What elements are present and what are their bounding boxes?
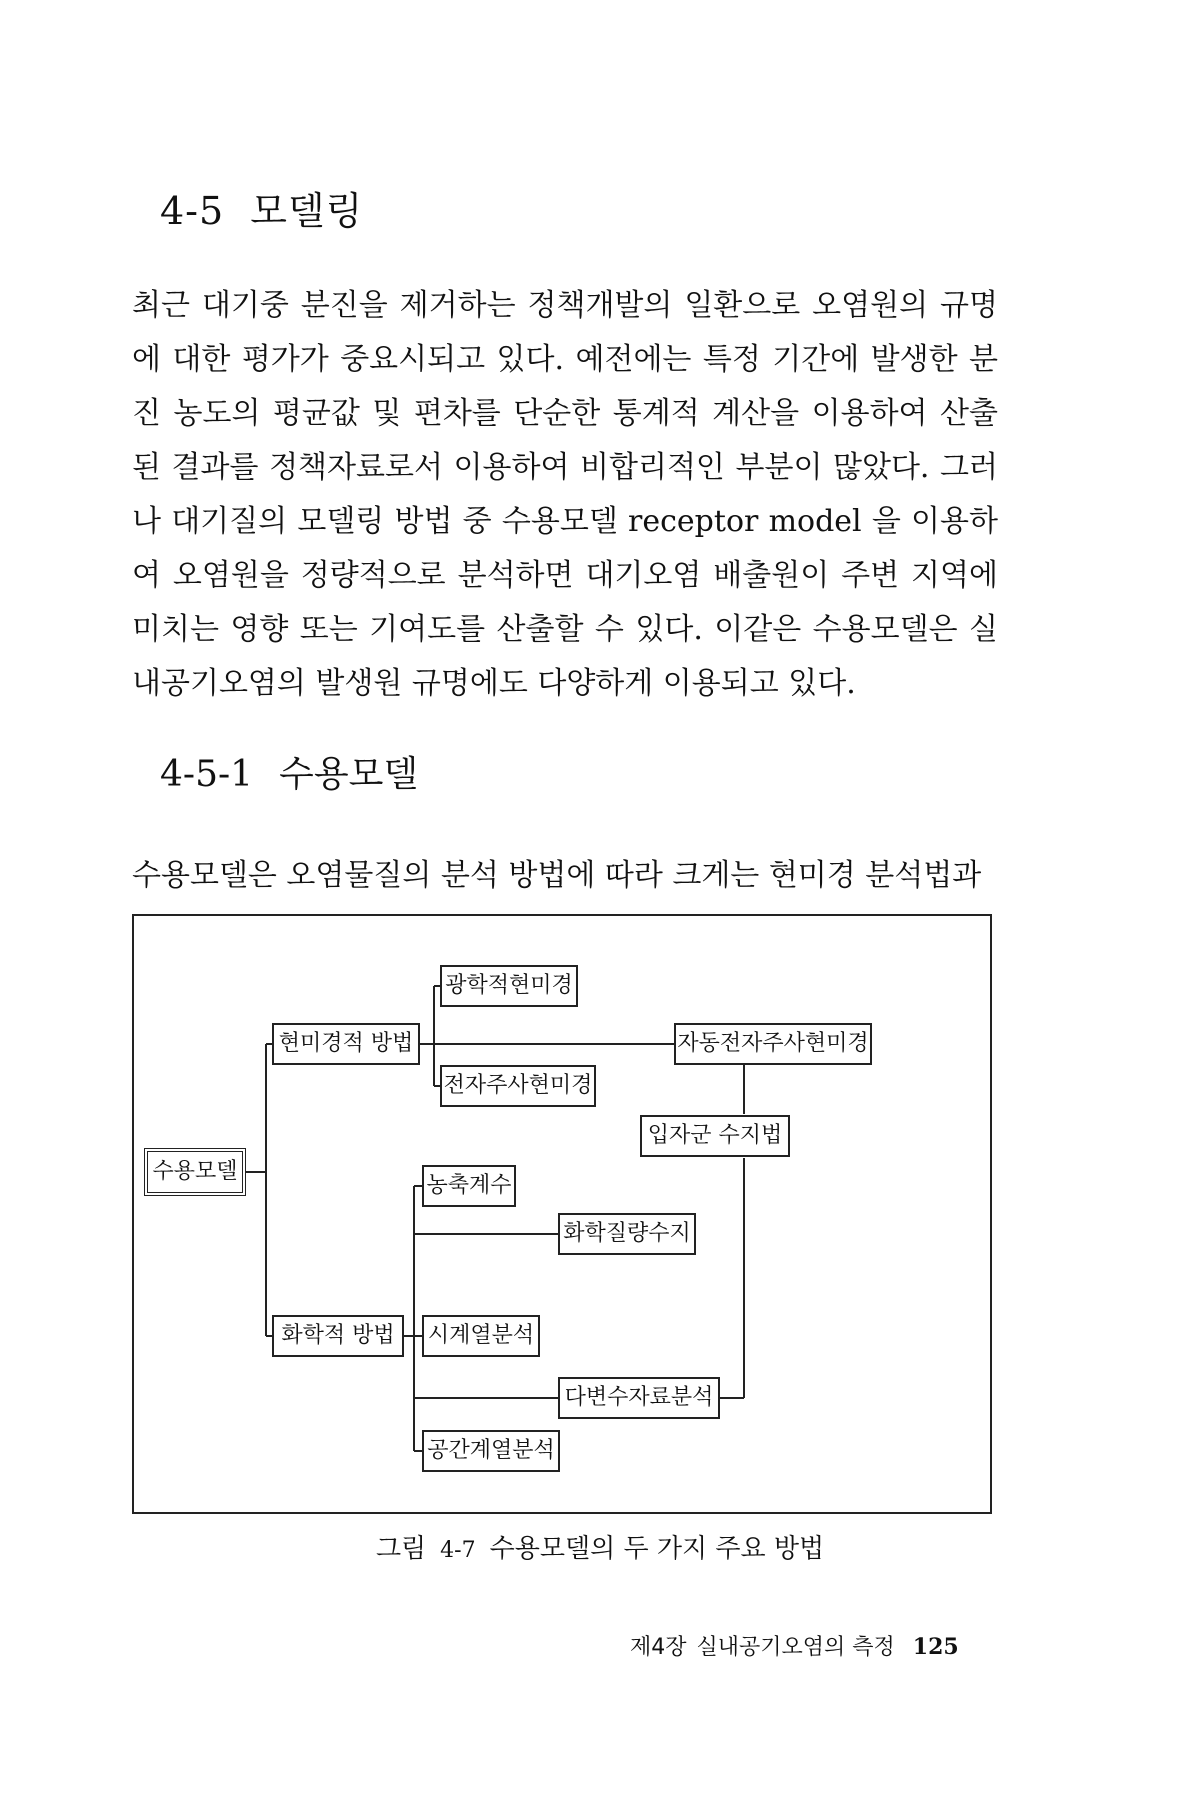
- page-number: 125: [912, 1634, 959, 1660]
- node-sem: 전자주사현미경: [440, 1065, 596, 1107]
- body-paragraph-2: 수용모델은 오염물질의 분석 방법에 따라 크게는 현미경 분석법과: [132, 858, 982, 893]
- caption-number: 4-7: [440, 1538, 476, 1563]
- section-heading: [160, 180, 363, 235]
- subsection-title: 수용모델: [279, 754, 419, 795]
- subsection-number: 4-5-1: [160, 754, 254, 795]
- node-multivariate: 다변수자료분석: [558, 1377, 720, 1419]
- section-title: 모델링: [250, 189, 364, 233]
- subsection-heading: [160, 746, 418, 797]
- body-paragraph-1: 최근 대기중 분진을 제거하는 정책개발의 일환으로 오염원의 규명에 대한 평가가 중요시되고 있다. 예전에는 특정 기간에 발생한 분진 농도의 평균값 및 편차를 단순한 통계적 계산을 이용하여 산출된 결과를 정책자료로서 이용하여 비합리적인 부분이 많았다. 그러나 대기질의 모델링 방법 중 수용모델 receptor model 을 이용하여 오염원을 정량적으로 분석하면 대기오염 배출원이 주변 지역에 미치는 영향 또는 기여도를 산출할 수 있다. 이같은 수용모델은 실내공기오염의 발생원 규명에도 다양하게 이용되고 있다.: [132, 288, 998, 701]
- footer-title: 실내공기오염의 측정: [696, 1635, 895, 1660]
- figure-caption: [0, 1528, 1200, 1565]
- node-microscopic-method: 현미경적 방법: [272, 1023, 420, 1065]
- node-time-series: 시계열분석: [422, 1315, 540, 1357]
- node-receptor-model: 수용모델: [144, 1148, 246, 1196]
- footer-chapter: 제4장: [630, 1635, 687, 1660]
- node-cmb: 화학질량수지: [558, 1213, 696, 1255]
- caption-text: 수용모델의 두 가지 주요 방법: [489, 1534, 825, 1564]
- node-enrichment-factor: 농축계수: [422, 1165, 516, 1207]
- node-auto-sem: 자동전자주사현미경: [674, 1023, 872, 1065]
- caption-prefix: 그림: [375, 1534, 427, 1564]
- node-optical-microscope: 광학적현미경: [440, 965, 578, 1007]
- node-chemical-method: 화학적 방법: [272, 1315, 404, 1357]
- page-footer: [630, 1630, 959, 1661]
- node-spatial-series: 공간계열분석: [422, 1430, 560, 1472]
- node-particle-class-balance: 입자군 수지법: [640, 1115, 790, 1157]
- section-number: 4-5: [160, 189, 225, 233]
- figure-frame: [132, 914, 992, 1514]
